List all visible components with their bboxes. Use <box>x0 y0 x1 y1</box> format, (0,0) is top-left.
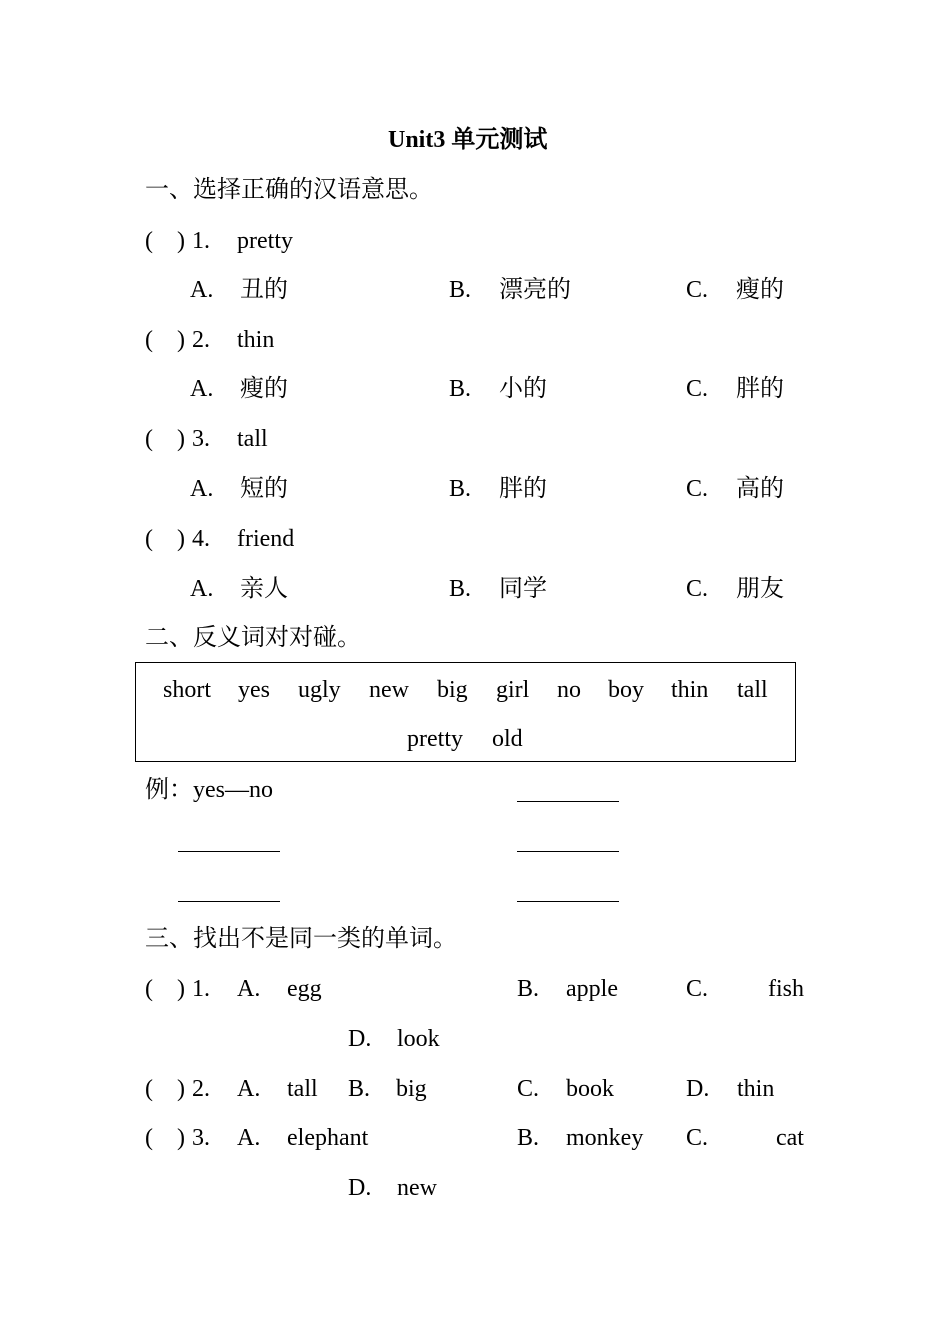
option-text: 丑的 <box>240 277 288 303</box>
word-bank-word: boy <box>608 677 644 703</box>
option-text: egg <box>287 976 322 1002</box>
answer-paren-open: ( <box>145 526 153 552</box>
option-text: thin <box>737 1076 775 1102</box>
answer-paren-open: ( <box>145 327 153 353</box>
question-number: 3. <box>192 426 210 452</box>
option-text: 漂亮的 <box>499 277 571 303</box>
option-text: 胖的 <box>499 476 547 502</box>
option-text: book <box>566 1076 614 1102</box>
option-letter: B. <box>449 476 472 502</box>
option-letter: C. <box>686 376 709 402</box>
option-text: cat <box>776 1125 804 1151</box>
option-letter: A. <box>190 476 214 502</box>
question-word: pretty <box>237 228 293 254</box>
option-letter: B. <box>348 1076 371 1102</box>
question-number: 2. <box>192 327 210 353</box>
option-text: look <box>397 1026 440 1052</box>
option-letter: B. <box>449 277 472 303</box>
answer-paren-open: ( <box>145 1076 153 1102</box>
option-text: 胖的 <box>736 376 784 402</box>
word-bank-word: tall <box>737 677 768 703</box>
answer-paren-open: ( <box>145 1125 153 1151</box>
option-letter: C. <box>517 1076 540 1102</box>
option-text: 瘦的 <box>736 277 784 303</box>
option-letter: D. <box>348 1175 372 1201</box>
question-word: thin <box>237 327 275 353</box>
example-pair: 例：yes—no <box>145 777 273 803</box>
answer-blank[interactable] <box>517 901 619 902</box>
answer-paren-open: ( <box>145 426 153 452</box>
answer-paren-close: ) <box>177 976 185 1002</box>
option-text: 小的 <box>499 376 547 402</box>
option-text: new <box>397 1175 437 1201</box>
section2-heading: 二、反义词对对碰。 <box>145 625 361 651</box>
option-letter: A. <box>237 1125 261 1151</box>
answer-paren-close: ) <box>177 1076 185 1102</box>
option-letter: D. <box>686 1076 710 1102</box>
answer-blank[interactable] <box>517 801 619 802</box>
word-bank-word: ugly <box>298 677 341 703</box>
answer-paren-close: ) <box>177 228 185 254</box>
word-bank-word: no <box>557 677 581 703</box>
option-letter: A. <box>237 1076 261 1102</box>
option-text: 瘦的 <box>240 376 288 402</box>
answer-paren-close: ) <box>177 327 185 353</box>
answer-blank[interactable] <box>178 901 280 902</box>
option-letter: C. <box>686 1125 709 1151</box>
answer-paren-close: ) <box>177 426 185 452</box>
word-bank-word: new <box>369 677 409 703</box>
option-letter: B. <box>517 1125 540 1151</box>
word-bank-word: old <box>492 726 523 752</box>
answer-paren-open: ( <box>145 228 153 254</box>
option-text: tall <box>287 1076 318 1102</box>
option-text: 高的 <box>736 476 784 502</box>
option-text: 同学 <box>499 576 547 602</box>
answer-paren-open: ( <box>145 976 153 1002</box>
option-letter: A. <box>190 576 214 602</box>
option-letter: C. <box>686 976 709 1002</box>
option-letter: A. <box>190 277 214 303</box>
question-number: 4. <box>192 526 210 552</box>
option-text: big <box>396 1076 427 1102</box>
word-bank-word: thin <box>671 677 709 703</box>
option-letter: C. <box>686 277 709 303</box>
answer-paren-close: ) <box>177 1125 185 1151</box>
option-letter: A. <box>190 376 214 402</box>
option-letter: C. <box>686 476 709 502</box>
question-number: 1. <box>192 976 210 1002</box>
option-text: apple <box>566 976 618 1002</box>
option-text: 朋友 <box>736 576 784 602</box>
question-word: friend <box>237 526 295 552</box>
word-bank-word: pretty <box>407 726 463 752</box>
question-number: 2. <box>192 1076 210 1102</box>
option-text: 短的 <box>240 476 288 502</box>
answer-blank[interactable] <box>517 851 619 852</box>
word-bank-word: girl <box>496 677 530 703</box>
question-word: tall <box>237 426 268 452</box>
question-number: 3. <box>192 1125 210 1151</box>
answer-blank[interactable] <box>178 851 280 852</box>
page-title: Unit3 单元测试 <box>388 127 548 153</box>
option-text: 亲人 <box>240 576 288 602</box>
option-letter: C. <box>686 576 709 602</box>
word-bank-word: big <box>437 677 468 703</box>
question-number: 1. <box>192 228 210 254</box>
option-text: fish <box>768 976 804 1002</box>
option-letter: D. <box>348 1026 372 1052</box>
section3-heading: 三、找出不是同一类的单词。 <box>145 926 457 952</box>
option-letter: B. <box>449 576 472 602</box>
option-letter: A. <box>237 976 261 1002</box>
word-bank-word: short <box>163 677 211 703</box>
answer-paren-close: ) <box>177 526 185 552</box>
section1-heading: 一、选择正确的汉语意思。 <box>145 177 433 203</box>
option-text: elephant <box>287 1125 369 1151</box>
option-letter: B. <box>449 376 472 402</box>
option-letter: B. <box>517 976 540 1002</box>
option-text: monkey <box>566 1125 644 1151</box>
word-bank-word: yes <box>238 677 270 703</box>
